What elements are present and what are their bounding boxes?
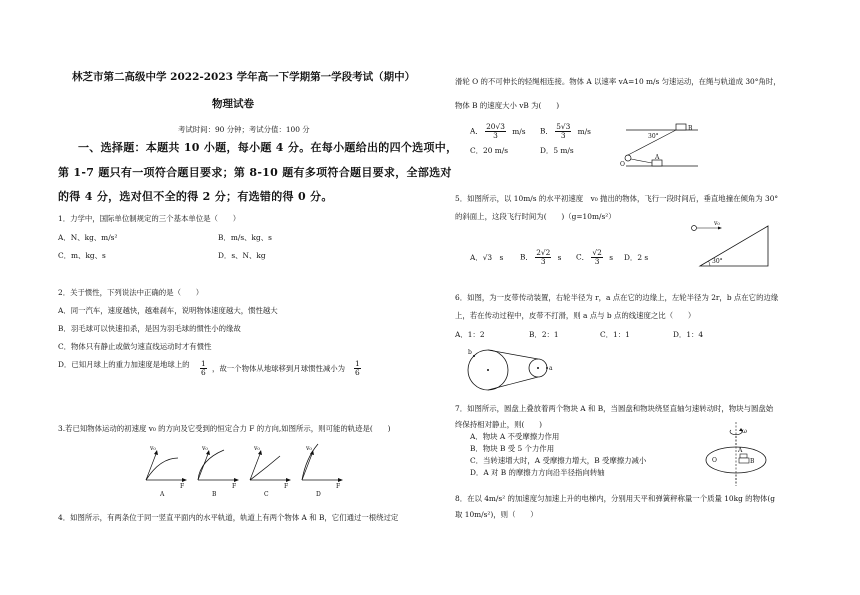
q8-stem: 8．在以 4m/s² 的加速度匀加速上升的电梯内，分别用天平和弹簧秤称量一个质量 10kg 的物体(g [455, 494, 775, 503]
q3-figure-c [250, 445, 291, 498]
q4-continued-1: 滑轮 O 的不可伸长的轻绳相连接。物体 A 以速率 vA=10 m/s 匀速运动，在绳与轨道成 30°角时， [455, 77, 781, 86]
q3-b-f: F [232, 483, 237, 490]
q4-stem: 4．如图所示，有两条位于同一竖直平面内的水平轨道，轨道上有两个物体 A 和 B，它们通过一根绕过定 [58, 513, 399, 522]
q1-option-b: B．m/s、kg、s [218, 233, 272, 242]
q1-option-c: C．m、kg、s [58, 251, 106, 260]
q2-frac2-den: 6 [355, 368, 360, 377]
q5-b-label: B． [520, 252, 533, 262]
q2-stem: 2．关于惯性，下列说法中正确的是（ ） [58, 288, 204, 297]
q7-fig-a: A [738, 447, 743, 454]
q1-option-a: A．N、kg、m/s² [58, 233, 118, 242]
q3-c-f: F [284, 483, 289, 490]
section-heading-line3: 的得 4 分，选对但不全的得 2 分；有选错的得 0 分。 [58, 190, 333, 203]
q4-continued-2: 物体 B 的速度大小 vB 为( ) [455, 101, 560, 110]
q7-continued: 终保持相对静止，则( ) [455, 420, 543, 429]
q4-option-c: C．20 m/s [470, 146, 509, 155]
q7-fig-omega: ω [742, 428, 747, 435]
q5-c-den: 3 [594, 257, 600, 266]
q3-label-a: A [160, 491, 165, 498]
q3-stem: 3.若已知物体运动的初速度 v₀ 的方向及它受到的恒定合力 F 的方向,如图所示，则可能的轨迹是( ) [58, 424, 391, 433]
q2-option-d-text1: D．已知月球上的重力加速度是地球上的 [58, 360, 190, 369]
q3-b-v0: v₀ [202, 445, 208, 452]
q7-figure [700, 420, 780, 490]
q1-option-d: D．s、N、kg [218, 251, 266, 260]
q5-c-num: √2 [592, 248, 602, 257]
q3-figure-d [302, 444, 343, 498]
q5-option-b [520, 249, 561, 266]
q6-option-d: D．1：4 [673, 330, 704, 339]
q7-option-a: A．物块 A 不受摩擦力作用 [470, 432, 560, 441]
q2-frac2-num: 1 [355, 359, 360, 368]
q5-option-c [576, 249, 613, 266]
q7-fig-o: O [712, 457, 717, 464]
q3-d-v0: v₀ [306, 445, 312, 452]
exam-subject: 物理试卷 [212, 98, 254, 110]
q5-b-num: 2√2 [536, 248, 551, 257]
q4-b-label: B． [540, 126, 553, 136]
q3-label-d: D [316, 491, 321, 498]
q4-b-den: 3 [560, 131, 566, 140]
q3-label-c: C [264, 491, 269, 498]
q6-stem: 6．如图，为一皮带传动装置，右轮半径为 r，a 点在它的边缘上，左轮半径为 2r，b 点在它的边缘 [455, 293, 779, 302]
q3-c-v0: v₀ [254, 445, 260, 452]
q5-fig-angle: 30° [712, 258, 723, 265]
q4-a-num: 20√3 [486, 122, 505, 131]
q7-fig-b: B [750, 458, 755, 465]
q4-b-num: 5√3 [556, 122, 571, 131]
q4-option-b [540, 123, 591, 140]
q6-continued: 上，若在传动过程中，皮带不打滑，则 a 点与 b 点的线速度之比（ ） [455, 311, 696, 320]
q6-option-c: C．1：1 [600, 330, 630, 339]
q7-option-b: B．物块 B 受 5 个力作用 [470, 444, 555, 453]
q5-figure [688, 218, 778, 268]
q5-option-a: A．√3 s [470, 253, 504, 262]
q6-fig-b: b [468, 349, 472, 356]
q3-a-f: F [180, 483, 185, 490]
q4-fig-angle: 30° [648, 133, 659, 140]
q4-b-unit: m/s [577, 126, 591, 136]
q5-fig-v0: v₀ [714, 220, 720, 227]
exam-info: 考试时间：90 分钟；考试分值：100 分 [178, 125, 310, 134]
q4-fig-o: O [620, 161, 625, 168]
q3-figure-a [146, 445, 187, 498]
q3-figures [132, 438, 362, 498]
q2-frac-1 [200, 360, 207, 377]
q1-stem: 1．力学中，国际单位制规定的三个基本单位是（ ） [58, 214, 241, 223]
q4-a-label: A． [470, 126, 483, 136]
q7-stem: 7．如图所示，圆盘上叠放着两个物块 A 和 B，当圆盘和物块绕竖直轴匀速转动时，物块与圆盘始 [455, 404, 774, 413]
q5-c-label: C． [576, 252, 590, 262]
q6-figure [464, 348, 564, 398]
q3-label-b: B [212, 491, 217, 498]
q5-continued: 的斜面上，这段飞行时间为( )（g=10m/s²） [455, 212, 616, 221]
q6-option-a: A．1：2 [455, 330, 485, 339]
q2-option-d-text2: ，故一个物体从地球移到月球惯性减小为 [212, 364, 346, 373]
q4-a-unit: m/s [512, 126, 526, 136]
q4-option-d: D．5 m/s [540, 146, 574, 155]
q5-b-unit: s [557, 252, 562, 262]
q2-option-b: B．羽毛球可以快速扣杀，是因为羽毛球的惯性小的缘故 [58, 324, 241, 333]
q7-option-c: C．当转速增大时，A 受摩擦力增大，B 受摩擦力减小 [470, 456, 647, 465]
q5-b-den: 3 [540, 257, 546, 266]
q4-fig-a: A [655, 154, 660, 161]
exam-title: 林芝市第二高级中学 2022-2023 学年高一下学期第一学段考试（期中） [72, 71, 416, 83]
q8-continued: 取 10m/s²)，则（ ） [455, 510, 538, 519]
q4-option-a [470, 123, 526, 140]
q3-figure-b [198, 445, 239, 498]
q3-d-f: F [336, 483, 341, 490]
q4-fig-b: B [688, 125, 693, 132]
section-heading-line1: 一、选择题：本题共 10 小题，每小题 4 分。在每小题给出的四个选项中， [78, 141, 458, 154]
q4-figure [618, 122, 708, 172]
q2-frac1-num: 1 [201, 359, 206, 368]
q2-frac1-den: 6 [201, 368, 206, 377]
q2-option-c: C．物体只有静止或做匀速直线运动时才有惯性 [58, 342, 212, 351]
q6-option-b: B．2：1 [529, 330, 559, 339]
q5-option-d: D．2 s [624, 253, 649, 262]
q5-c-unit: s [609, 252, 613, 262]
q2-frac-2 [354, 360, 361, 377]
q2-option-a: A．同一汽车，速度越快，越难刹车，说明物体速度越大，惯性越大 [58, 306, 278, 315]
section-heading-line2: 第 1-7 题只有一项符合题目要求；第 8-10 题有多项符合题目要求，全部选对 [58, 166, 452, 179]
q2-option-d [58, 360, 190, 369]
q6-fig-a: a [549, 365, 553, 372]
q3-a-v0: v₀ [150, 445, 156, 452]
q7-option-d: D．A 对 B 的摩擦力方向沿半径指向转轴 [470, 468, 605, 477]
q5-stem: 5．如图所示，以 10m/s 的水平初速度 v₀ 抛出的物体，飞行一段时间后，垂直地撞在倾角为 30° [455, 194, 779, 203]
q4-a-den: 3 [493, 131, 498, 140]
